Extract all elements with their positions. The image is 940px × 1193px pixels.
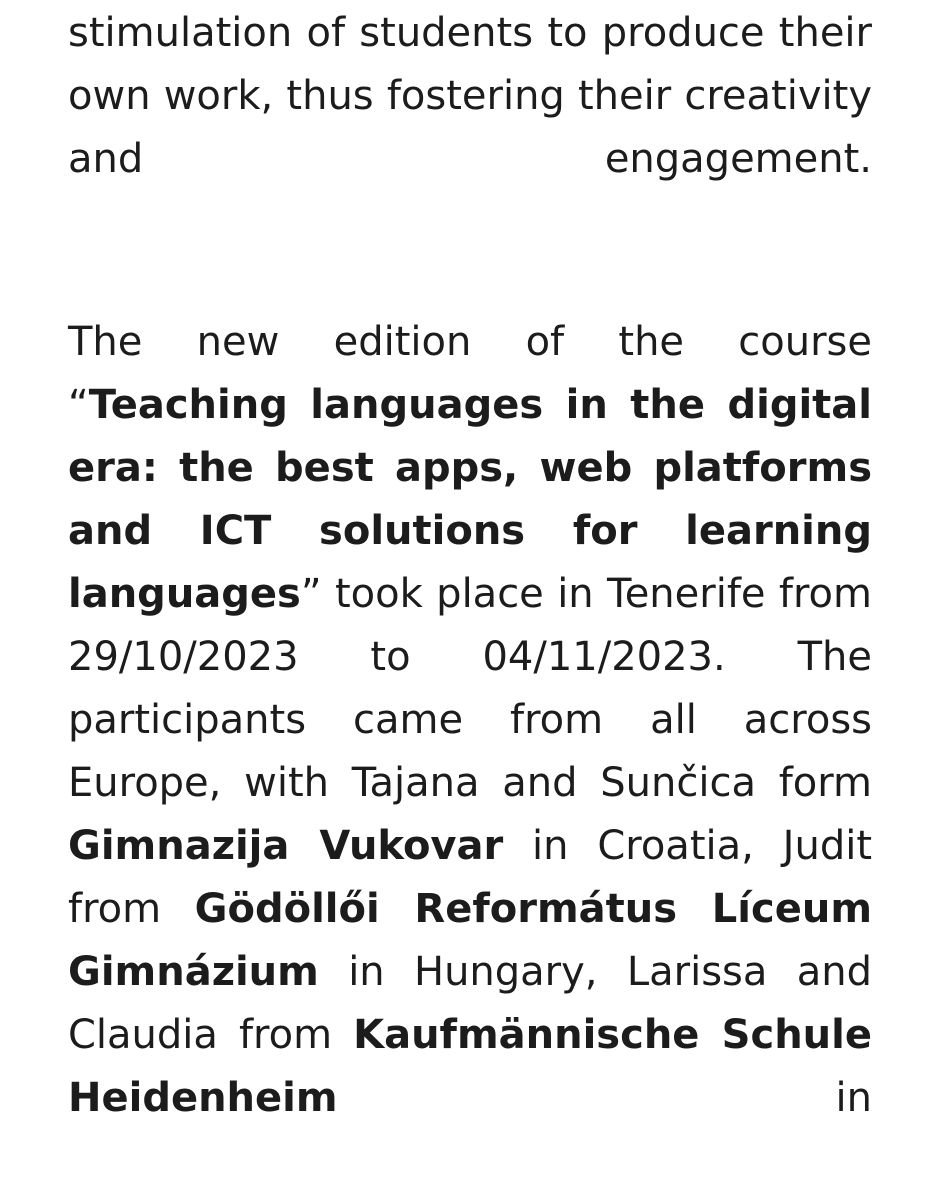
text-segment: ” took place in Tenerife from 29/10/2023 to 04/11/2023. The participants came from all across Europe, with Tajana and Sunčica form bbox=[68, 571, 885, 806]
paragraph-course-edition bbox=[68, 311, 886, 1193]
text-segment: The new edition of the course “ bbox=[68, 319, 885, 428]
text-segment-bold: Gimnazija Vukovar bbox=[68, 823, 504, 869]
paragraph-spacer bbox=[68, 254, 872, 311]
text-segment-bold: Teaching languages in the digital era: the best apps, web platforms and ICT solutions for learning languages bbox=[68, 382, 886, 617]
text-segment: stimulation of students to produce their own work, thus fostering their creativity and engagement. bbox=[68, 10, 885, 182]
text-segment: in Croatia, Judit from bbox=[68, 823, 885, 932]
text-segment: in Hungary, Larissa and Claudia from bbox=[68, 949, 885, 1058]
paragraph-continued bbox=[68, 0, 885, 254]
text-segment-bold: Kaufmännische Schule Heidenheim bbox=[68, 1012, 886, 1121]
text-segment-bold: Gödöllői Református Líceum Gimnázium bbox=[68, 886, 886, 995]
text-segment: in bbox=[337, 1075, 872, 1121]
